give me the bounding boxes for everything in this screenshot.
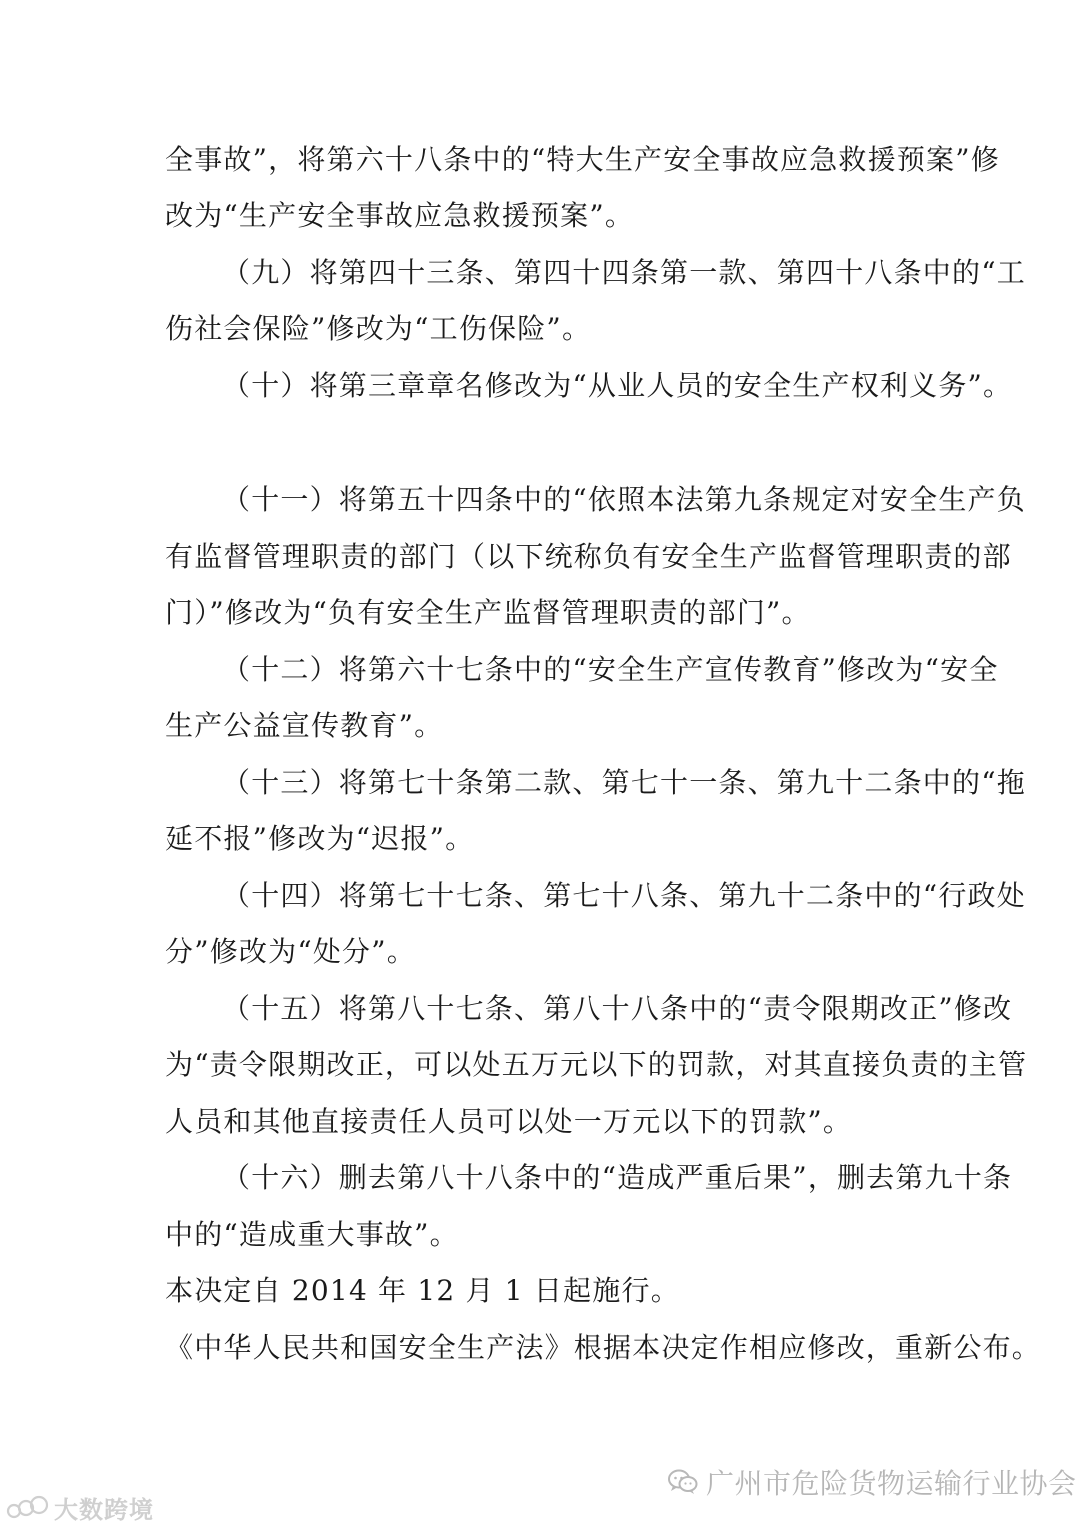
text-line: 生产公益宣传教育”。 [165, 709, 444, 742]
text-line: 延不报”修改为“迟报”。 [165, 822, 475, 855]
text-line: （十五）将第八十七条、第八十八条中的“责令限期改正”修改 [222, 992, 1013, 1025]
text-line: 中的“造成重大事故”。 [165, 1218, 459, 1251]
text-line: （十六）删去第八十八条中的“造成严重后果”，删去第九十条 [222, 1161, 1013, 1194]
text-line: （九）将第四十三条、第四十四条第一款、第四十八条中的“工 [222, 256, 1026, 289]
wechat-icon [668, 1469, 698, 1495]
watermark-left [6, 1490, 154, 1525]
watermark-right [668, 1462, 1077, 1502]
text-line: （十四）将第七十七条、第七十八条、第九十二条中的“行政处 [222, 879, 1026, 912]
text-line: （十三）将第七十条第二款、第七十一条、第九十二条中的“拖 [222, 766, 1026, 799]
text-line: 改为“生产安全事故应急救援预案”。 [165, 199, 635, 232]
text-line: 伤社会保险”修改为“工伤保险”。 [165, 312, 592, 345]
logo-icon [6, 1495, 50, 1521]
text-line: （十）将第三章章名修改为“从业人员的安全生产权利义务”。 [222, 369, 1013, 402]
text-line: （十一）将第五十四条中的“依照本法第九条规定对安全生产负 [222, 483, 1026, 516]
text-line: 本决定自 2014 年 12 月 1 日起施行。 [165, 1274, 680, 1307]
text-line: 有监督管理职责的部门（以下统称负有安全生产监督管理职责的部 [165, 540, 1012, 573]
text-line: 《中华人民共和国安全生产法》根据本决定作相应修改，重新公布。 [165, 1331, 1042, 1364]
text-line: 为“责令限期改正，可以处五万元以下的罚款，对其直接负责的主管 [165, 1048, 1028, 1081]
text-line: 分”修改为“处分”。 [165, 935, 416, 968]
text-line: （十二）将第六十七条中的“安全生产宣传教育”修改为“安全 [222, 653, 999, 686]
text-line: 人员和其他直接责任人员可以处一万元以下的罚款”。 [165, 1105, 853, 1138]
text-line: 门）”修改为“负有安全生产监督管理职责的部门”。 [165, 596, 811, 629]
watermark-left-text: 大数跨境 [54, 1496, 154, 1524]
text-line: 全事故”，将第六十八条中的“特大生产安全事故应急救援预案”修 [165, 143, 1000, 176]
watermark-right-text: 广州市危险货物运输行业协会 [706, 1467, 1077, 1500]
